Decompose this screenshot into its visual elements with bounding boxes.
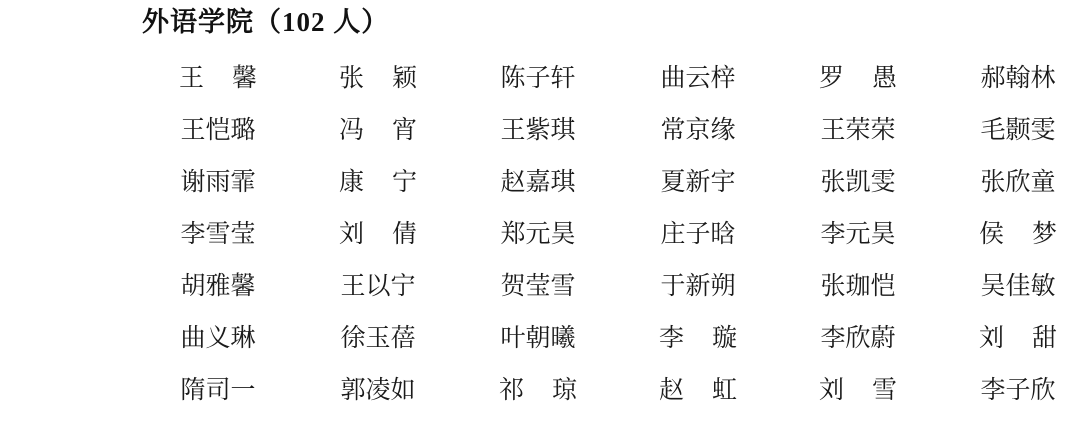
name-text: 张凯雯 [820,169,896,196]
name-cell [298,50,458,102]
name-cell [298,310,458,362]
name-text: 庄子晗 [660,221,736,248]
name-cell [298,206,458,258]
name-text: 侯梦 [979,221,1057,248]
name-text: 李子欣 [980,377,1056,404]
name-cell [938,154,1080,206]
name-text: 毛颢雯 [980,117,1056,144]
name-cell [298,102,458,154]
name-text: 王以宁 [340,273,416,300]
table-row [138,102,1080,154]
name-cell [138,258,298,310]
name-cell [938,50,1080,102]
name-cell [938,310,1080,362]
name-text: 吴佳敏 [980,273,1056,300]
name-cell [778,310,938,362]
name-text: 罗愚 [819,65,897,92]
name-text: 郭凌如 [340,377,416,404]
name-text: 赵嘉琪 [500,169,576,196]
name-cell [458,258,618,310]
name-text: 常京缘 [660,117,736,144]
name-text: 王恺璐 [180,117,256,144]
name-cell [458,50,618,102]
name-cell [618,50,778,102]
name-text: 李欣蔚 [820,325,896,352]
name-text: 胡雅馨 [180,273,256,300]
name-text: 曲义琳 [180,325,256,352]
name-cell [778,102,938,154]
name-cell [618,206,778,258]
name-cell [298,362,458,414]
name-list-table [138,50,1080,414]
name-text: 王紫琪 [500,117,576,144]
name-text: 刘倩 [339,221,417,248]
name-cell [618,310,778,362]
table-row [138,154,1080,206]
name-cell [138,154,298,206]
name-text: 张颖 [339,65,417,92]
name-text: 于新朔 [660,273,736,300]
name-text: 康宁 [339,169,417,196]
name-text: 郑元昊 [500,221,576,248]
name-cell [458,102,618,154]
name-text: 夏新宇 [660,169,736,196]
name-cell [298,258,458,310]
name-text: 祁琼 [499,377,577,404]
name-text: 谢雨霏 [180,169,256,196]
name-cell [778,206,938,258]
name-cell [458,362,618,414]
name-text: 王荣荣 [820,117,896,144]
name-text: 陈子轩 [500,65,576,92]
name-cell [618,258,778,310]
name-text: 隋司一 [180,377,256,404]
name-text: 李元昊 [820,221,896,248]
name-list-body [138,50,1080,414]
name-cell [618,362,778,414]
name-cell [938,362,1080,414]
page-title: 外语学院（102 人） [142,7,390,37]
table-row [138,50,1080,102]
name-text: 张珈恺 [820,273,896,300]
name-cell [938,206,1080,258]
table-row [138,362,1080,414]
name-cell [298,154,458,206]
name-cell [138,310,298,362]
name-cell [458,310,618,362]
name-cell [138,50,298,102]
table-row [138,258,1080,310]
name-text: 郝翰林 [980,65,1056,92]
name-cell [138,362,298,414]
name-text: 曲云梓 [660,65,736,92]
name-text: 刘甜 [979,325,1057,352]
name-text: 李璇 [659,325,737,352]
name-cell [458,154,618,206]
name-cell [778,362,938,414]
name-text: 李雪莹 [180,221,256,248]
name-text: 刘雪 [819,377,897,404]
name-cell [618,102,778,154]
name-cell [138,206,298,258]
name-text: 贺莹雪 [500,273,576,300]
table-row [138,310,1080,362]
name-text: 赵虹 [659,377,737,404]
name-cell [458,206,618,258]
name-cell [938,102,1080,154]
name-text: 冯宵 [339,117,417,144]
name-cell [138,102,298,154]
name-text: 王馨 [179,65,257,92]
name-text: 张欣童 [980,169,1056,196]
name-cell [778,50,938,102]
name-cell [618,154,778,206]
name-cell [938,258,1080,310]
name-text: 徐玉蓓 [340,325,416,352]
name-cell [778,154,938,206]
name-cell [778,258,938,310]
table-row [138,206,1080,258]
name-text: 叶朝曦 [500,325,576,352]
